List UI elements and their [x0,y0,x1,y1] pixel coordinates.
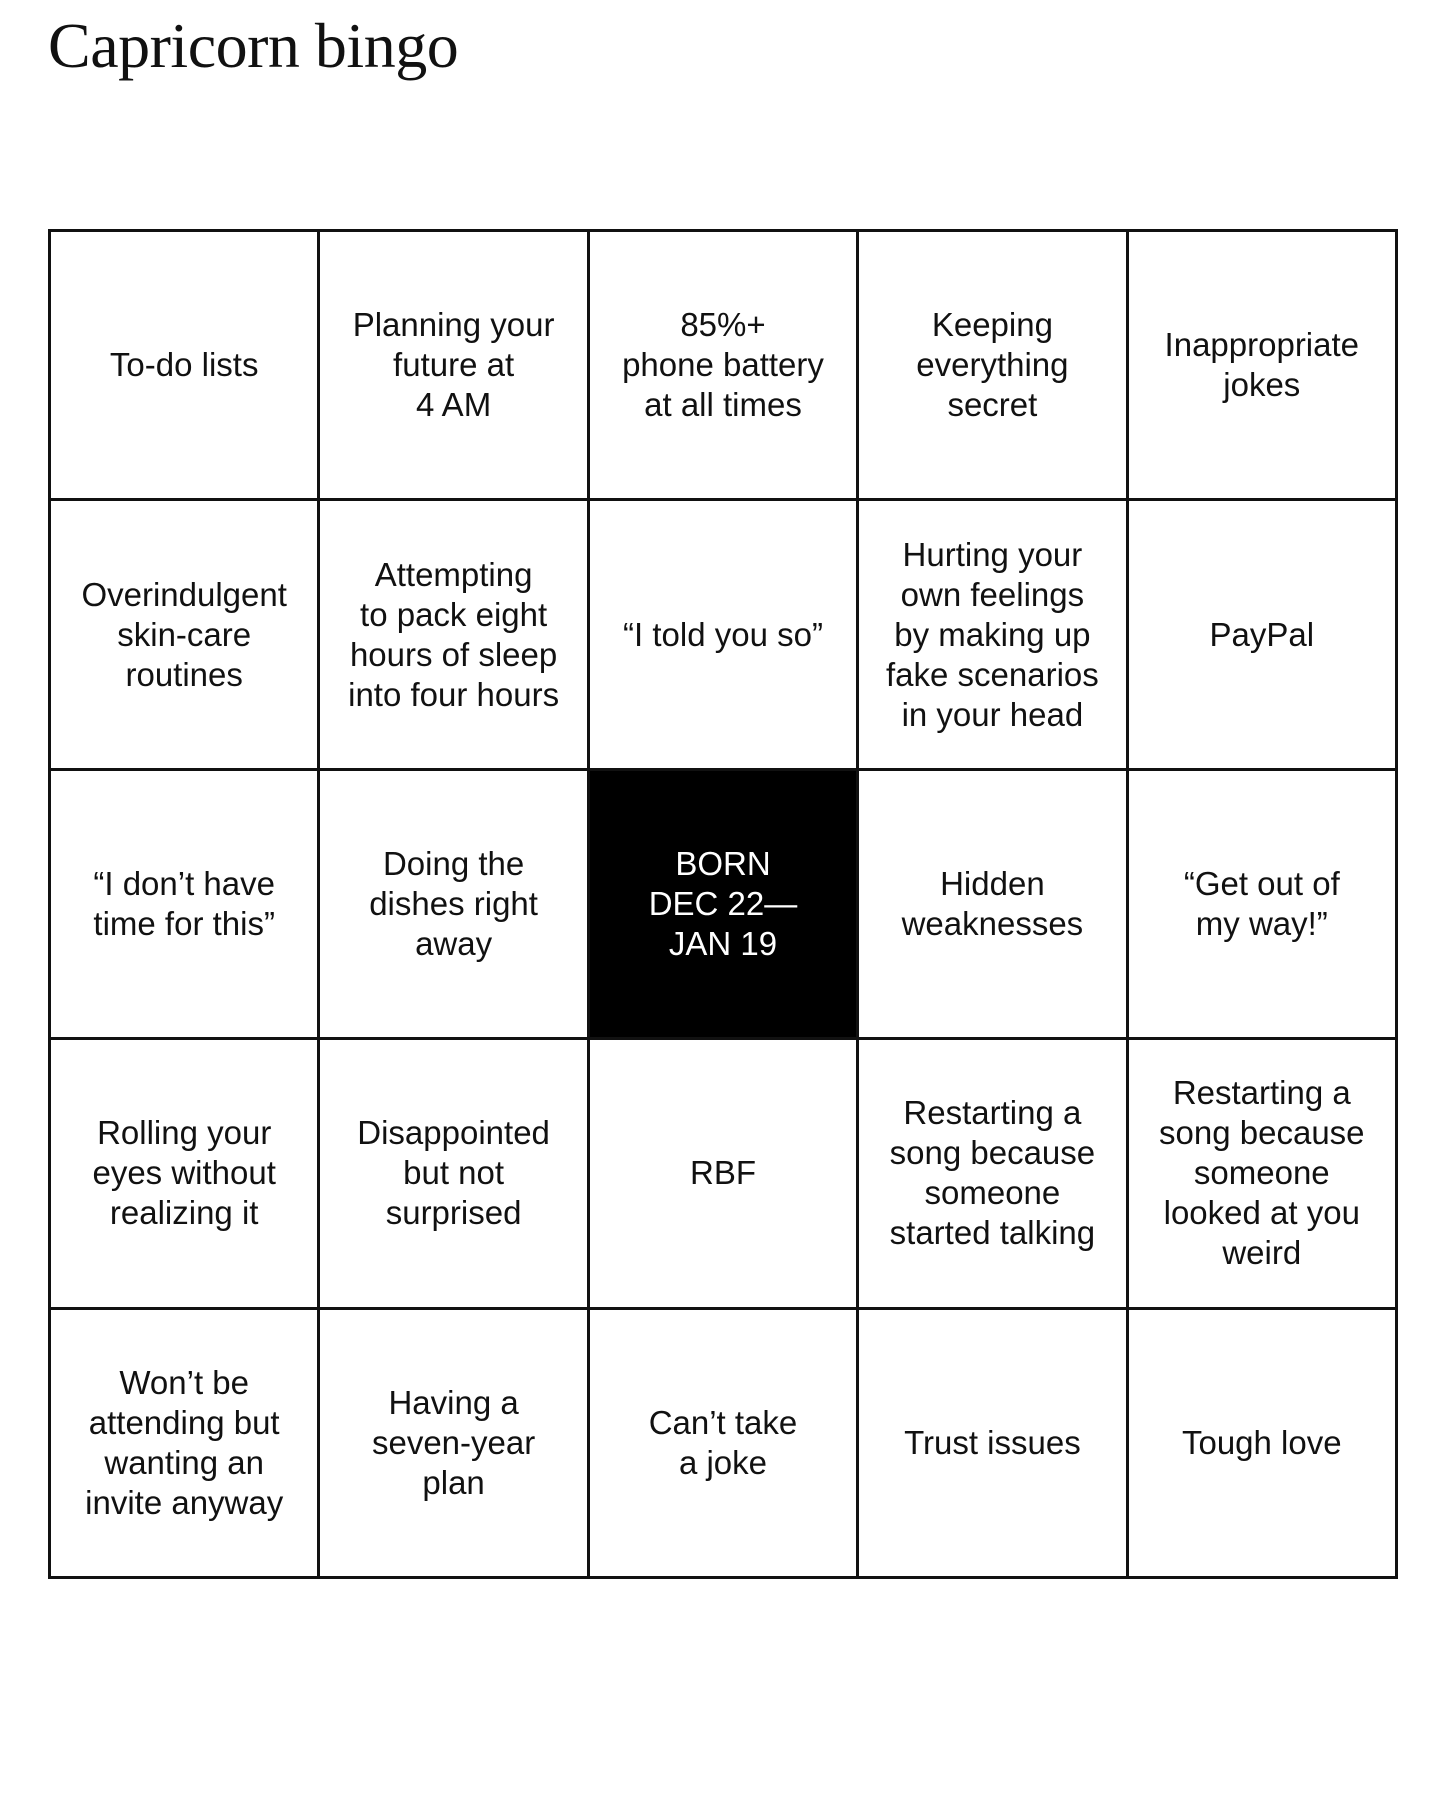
bingo-cell [320,501,589,770]
bingo-cell-label: Keeping everything secret [916,306,1069,424]
bingo-cell [51,501,320,770]
bingo-cell [1129,1310,1398,1579]
bingo-cell [1129,771,1398,1040]
bingo-cell [320,1310,589,1579]
bingo-cell-label: Disappointed but not surprised [357,1114,550,1232]
bingo-cell [590,1040,859,1309]
bingo-cell-label: Trust issues [904,1423,1081,1461]
bingo-cell-label: PayPal [1209,615,1315,653]
bingo-cell-label: Doing the dishes right away [369,844,538,962]
bingo-cell-label: Rolling your eyes without realizing it [92,1114,276,1232]
bingo-cell [1129,501,1398,770]
bingo-cell [51,1310,320,1579]
bingo-cell-label: Restarting a song because someone started talking [889,1094,1096,1252]
bingo-cell [859,771,1128,1040]
bingo-cell-label: Planning your future at 4 AM [352,306,555,424]
bingo-cell-label: Overindulgent skin-care routines [81,575,287,693]
bingo-cell-label: To-do lists [109,346,259,384]
bingo-cell-label: “Get out of my way!” [1183,864,1340,942]
bingo-center-label: BORN DEC 22— JAN 19 [648,844,798,962]
bingo-cell-label: Restarting a song because someone looked at you weird [1159,1074,1365,1272]
bingo-cell [1129,232,1398,501]
bingo-cell [320,232,589,501]
bingo-cell-label: Having a seven-year plan [371,1383,536,1501]
bingo-cell [590,232,859,501]
bingo-center-cell [590,771,859,1040]
bingo-cell [51,1040,320,1309]
bingo-cell-label: Attempting to pack eight hours of sleep into four hours [348,555,560,713]
page-title: Capricorn bingo [48,10,459,81]
bingo-cell-label: Hurting your own feelings by making up fake scenarios in your head [886,535,1099,733]
bingo-cell-label: Tough love [1181,1423,1342,1461]
bingo-cell [51,232,320,501]
bingo-cell-label: “I don’t have time for this” [93,864,275,942]
bingo-cell-label: Inappropriate jokes [1164,326,1360,404]
bingo-cell [320,771,589,1040]
bingo-cell [590,501,859,770]
bingo-cell-label: Can’t take a joke [648,1403,798,1481]
bingo-cell [320,1040,589,1309]
bingo-cell [859,1310,1128,1579]
bingo-cell-label: “I told you so” [623,615,823,653]
bingo-cell-label: Won’t be attending but wanting an invite anyway [85,1363,284,1521]
bingo-cell-label: RBF [689,1154,756,1192]
bingo-cell [859,232,1128,501]
bingo-cell [51,771,320,1040]
bingo-cell [590,1310,859,1579]
bingo-cell-label: 85%+ phone battery at all times [622,306,824,424]
bingo-cell [859,1040,1128,1309]
bingo-cell [1129,1040,1398,1309]
bingo-cell-label: Hidden weaknesses [901,864,1084,942]
bingo-board [48,229,1398,1579]
bingo-cell [859,501,1128,770]
